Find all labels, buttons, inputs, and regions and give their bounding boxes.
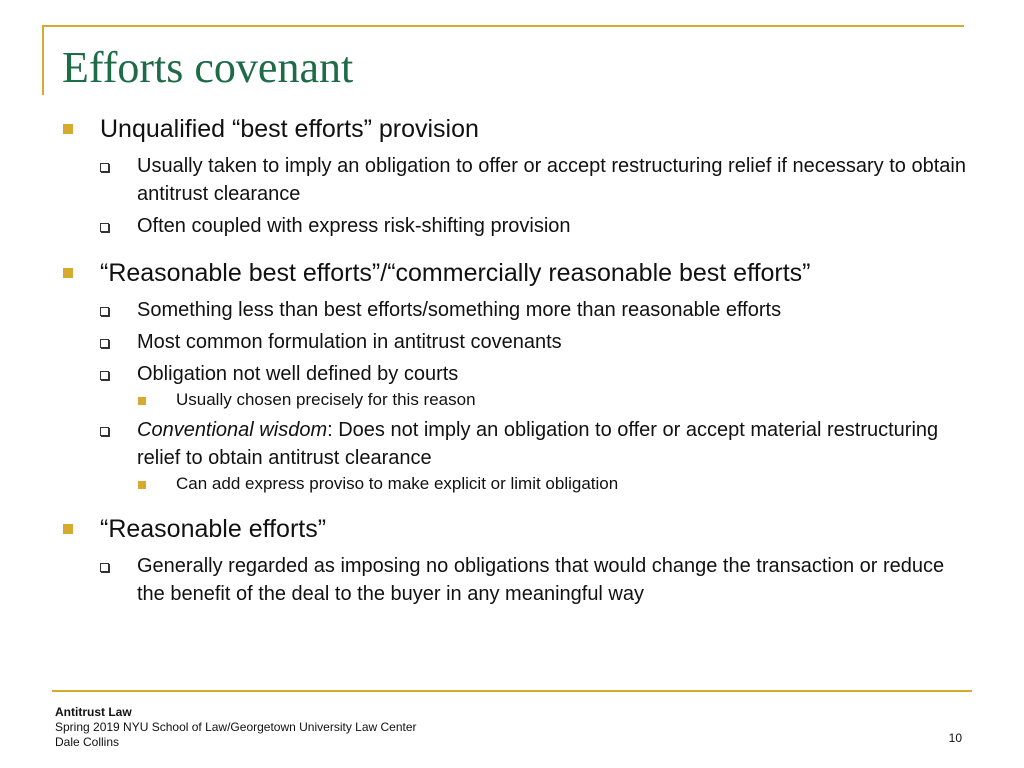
hollow-square-bullet-icon — [100, 339, 109, 348]
hollow-square-bullet-icon — [100, 427, 109, 436]
bullet-text: Unqualified “best efforts” provision — [100, 115, 479, 143]
sub-sub-bullet-text: Can add express proviso to make explicit or limit obligation — [176, 474, 619, 493]
square-bullet-icon — [63, 524, 73, 534]
sub-bullet-text: Obligation not well defined by courts — [137, 363, 459, 385]
sub-bullet — [0, 328, 967, 356]
slide-title: Efforts covenant — [62, 43, 354, 92]
sub-bullet — [0, 152, 967, 208]
hollow-square-bullet-icon — [100, 307, 109, 316]
bullet-reasonable-best-efforts — [0, 256, 980, 290]
hollow-square-bullet-icon — [100, 163, 109, 172]
hollow-square-bullet-icon — [100, 371, 109, 380]
sub-bullet — [0, 296, 967, 324]
bullet-best-efforts — [0, 112, 980, 146]
footer-author: Dale Collins — [55, 735, 120, 749]
slide-body — [0, 112, 1000, 608]
square-bullet-icon — [138, 397, 146, 405]
bullet-text: “Reasonable best efforts”/“commercially reasonable best efforts” — [100, 259, 811, 287]
emphasis-text: Conventional wisdom — [137, 419, 328, 441]
sub-bullet-text: Generally regarded as imposing no obligations that would change the transaction or reduce the benefit of the deal to the buyer in any meaningful way — [137, 555, 945, 605]
title-accent-bar — [42, 25, 44, 95]
sub-bullet — [0, 416, 967, 472]
top-divider — [42, 25, 964, 27]
sub-bullet — [0, 212, 967, 240]
square-bullet-icon — [63, 124, 73, 134]
sub-bullet-text: Often coupled with express risk-shifting provision — [137, 215, 571, 237]
sub-bullet-text: Something less than best efforts/something more than reasonable efforts — [137, 299, 782, 321]
bullet-text: “Reasonable efforts” — [100, 515, 327, 543]
page-number: 10 — [948, 731, 962, 745]
sub-bullet — [0, 552, 967, 608]
bullet-reasonable-efforts — [0, 512, 980, 546]
footer-course-title: Antitrust Law — [55, 705, 132, 719]
sub-sub-bullet — [0, 388, 966, 412]
sub-bullet-text — [137, 419, 938, 469]
sub-sub-bullet — [0, 472, 966, 496]
footer-divider — [52, 690, 972, 692]
square-bullet-icon — [63, 268, 73, 278]
sub-bullet — [0, 360, 967, 388]
hollow-square-bullet-icon — [100, 223, 109, 232]
footer-term-schools: Spring 2019 NYU School of Law/Georgetown University Law Center — [55, 720, 417, 734]
sub-bullet-text: Most common formulation in antitrust covenants — [137, 331, 562, 353]
footer — [55, 705, 417, 750]
square-bullet-icon — [138, 481, 146, 489]
sub-bullet-text: Usually taken to imply an obligation to offer or accept restructuring relief if necessary to obtain antitrust clearance — [137, 155, 966, 205]
sub-bullet-text-rest: : Does not imply an obligation to offer or accept material restructuring relief to obtain antitrust clearance — [137, 419, 939, 469]
hollow-square-bullet-icon — [100, 563, 109, 572]
sub-sub-bullet-text: Usually chosen precisely for this reason — [176, 390, 476, 409]
